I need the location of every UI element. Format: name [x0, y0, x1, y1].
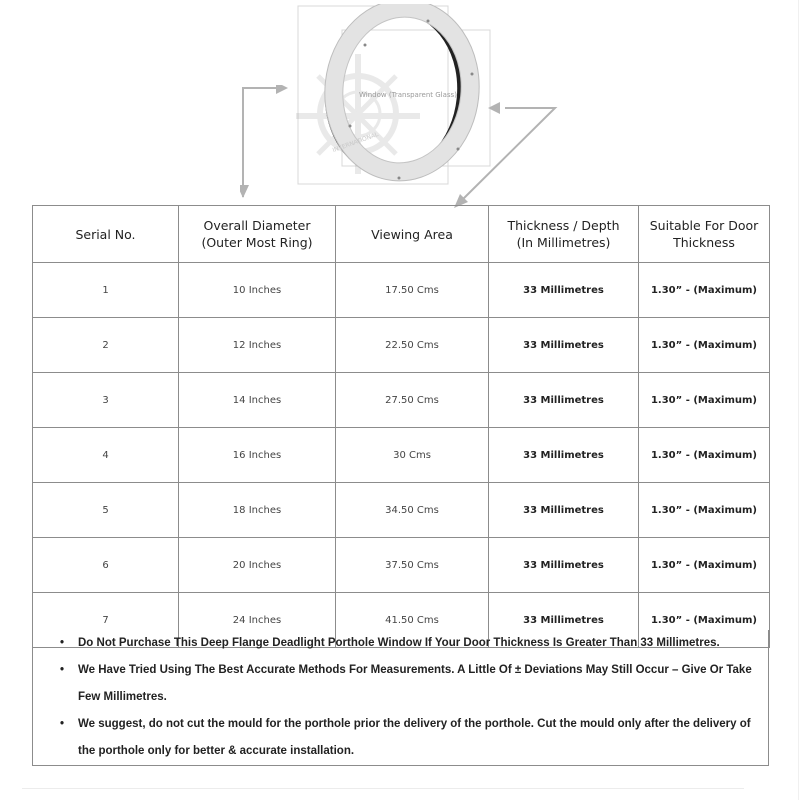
cell-door-thickness: 1.30” - (Maximum): [639, 593, 770, 648]
cell-viewing-area: 17.50 Cms: [336, 263, 489, 318]
cell-diameter: 24 Inches: [179, 593, 336, 648]
note-item: • Do Not Purchase This Deep Flange Deadlight Porthole Window If Your Door Thickness Is Greater Than 33 Millimetres.: [78, 630, 768, 657]
watermark-text: INTERNATIONAL: [331, 131, 380, 155]
cell-diameter: 14 Inches: [179, 373, 336, 428]
diameter-arrow-icon: [240, 85, 288, 200]
cell-thickness: 33 Millimetres: [489, 263, 639, 318]
cell-thickness: 33 Millimetres: [489, 428, 639, 483]
table-row: [33, 428, 770, 483]
table-row: [33, 538, 770, 593]
cell-viewing-area: 37.50 Cms: [336, 538, 489, 593]
page-edge: [798, 0, 799, 800]
cell-serial: 2: [33, 318, 179, 373]
note-item: • We Have Tried Using The Best Accurate Methods For Measurements. A Little Of ± Deviations May Still Occur – Give Or Take Few Millimetres.: [78, 657, 768, 711]
cell-door-thickness: 1.30” - (Maximum): [639, 318, 770, 373]
window-label: Window (Transparent Glass): [359, 91, 457, 99]
cell-thickness: 33 Millimetres: [489, 483, 639, 538]
cell-door-thickness: 1.30” - (Maximum): [639, 373, 770, 428]
header-viewing-area: Viewing Area: [336, 206, 489, 263]
cell-thickness: 33 Millimetres: [489, 538, 639, 593]
cell-diameter: 16 Inches: [179, 428, 336, 483]
bullet-icon: •: [60, 664, 65, 676]
cell-diameter: 20 Inches: [179, 538, 336, 593]
cell-door-thickness: 1.30” - (Maximum): [639, 428, 770, 483]
table-row: [33, 373, 770, 428]
cell-serial: 1: [33, 263, 179, 318]
footer-divider: [22, 788, 744, 789]
cell-door-thickness: 1.30” - (Maximum): [639, 483, 770, 538]
bullet-icon: •: [60, 718, 65, 730]
cell-door-thickness: 1.30” - (Maximum): [639, 538, 770, 593]
cell-diameter: 10 Inches: [179, 263, 336, 318]
note-item: • We suggest, do not cut the mould for the porthole prior the delivery of the porthole. Cut the mould only after the delivery of the porthole only for better & accurate installation.: [78, 711, 768, 765]
table-row: [33, 483, 770, 538]
cell-viewing-area: 41.50 Cms: [336, 593, 489, 648]
cell-thickness: 33 Millimetres: [489, 593, 639, 648]
cell-viewing-area: 34.50 Cms: [336, 483, 489, 538]
cell-serial: 6: [33, 538, 179, 593]
cell-serial: 7: [33, 593, 179, 648]
header-serial-no: Serial No.: [33, 206, 179, 263]
cell-diameter: 18 Inches: [179, 483, 336, 538]
cell-viewing-area: 27.50 Cms: [336, 373, 489, 428]
header-thickness-depth: Thickness / Depth (In Millimetres): [489, 206, 639, 263]
cell-viewing-area: 30 Cms: [336, 428, 489, 483]
notes-list: [33, 630, 768, 765]
table-row: [33, 263, 770, 318]
cell-door-thickness: 1.30” - (Maximum): [639, 263, 770, 318]
notes-box: [32, 630, 769, 766]
table-row: [33, 318, 770, 373]
porthole-spec-table: [32, 205, 770, 648]
cell-diameter: 12 Inches: [179, 318, 336, 373]
cell-viewing-area: 22.50 Cms: [336, 318, 489, 373]
viewing-area-arrow-icon: [450, 100, 560, 210]
table-header-row: [33, 206, 770, 263]
header-overall-diameter: Overall Diameter (Outer Most Ring): [179, 206, 336, 263]
cell-serial: 4: [33, 428, 179, 483]
cell-thickness: 33 Millimetres: [489, 318, 639, 373]
bullet-icon: •: [60, 637, 65, 649]
header-door-thickness: Suitable For Door Thickness: [639, 206, 770, 263]
cell-serial: 5: [33, 483, 179, 538]
cell-serial: 3: [33, 373, 179, 428]
cell-thickness: 33 Millimetres: [489, 373, 639, 428]
